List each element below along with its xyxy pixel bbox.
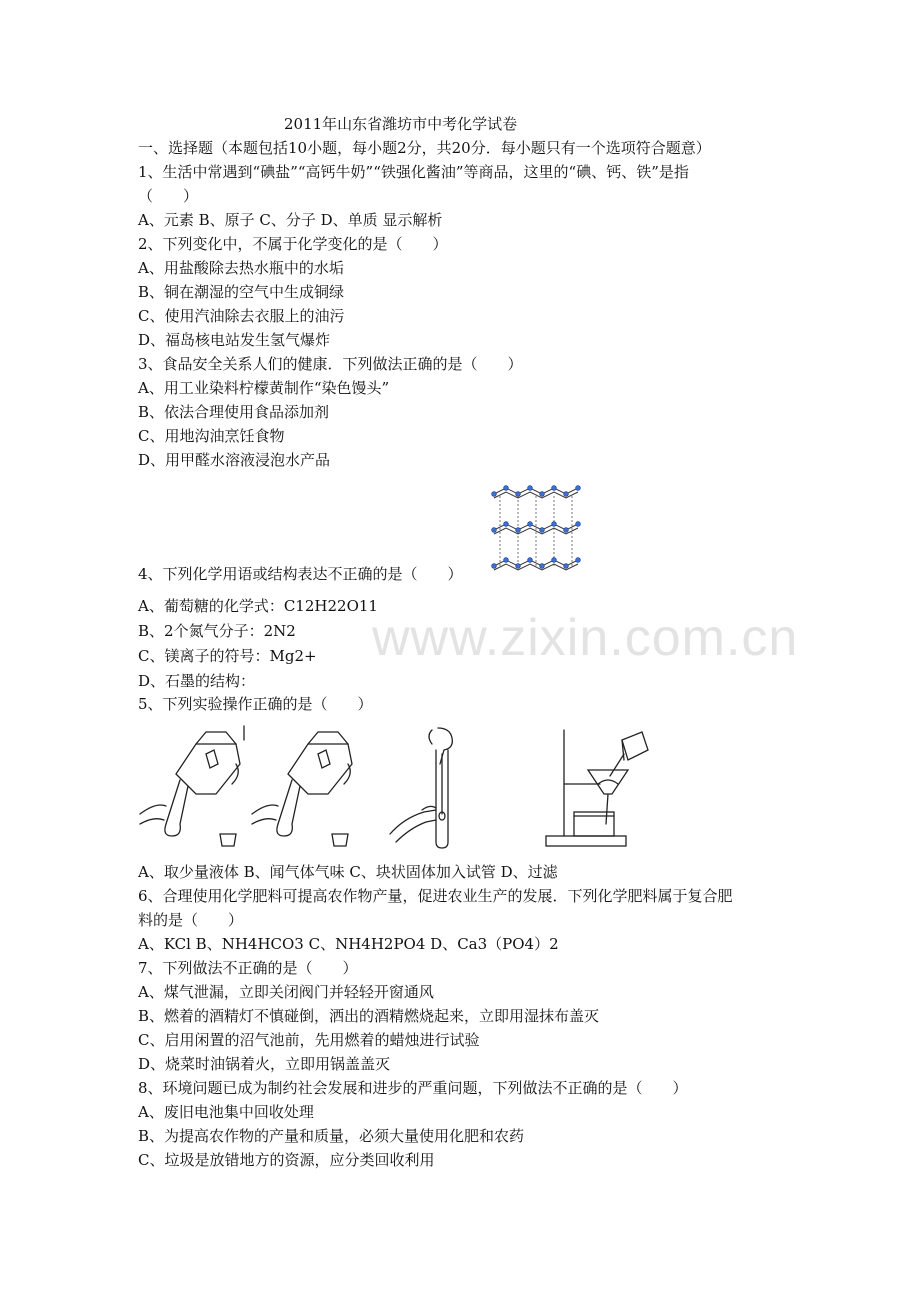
question-1-text: 1、生活中常遇到“碘盐”“高钙牛奶”“铁强化酱油”等商品，这里的“碘、钙、铁”是指 — [138, 163, 689, 181]
page-title: 2011年山东省潍坊市中考化学试卷 — [284, 115, 518, 133]
question-5-options: A、取少量液体 B、闻气体气味 C、块状固体加入试管 D、过滤 — [138, 863, 558, 881]
option-line: B、依法合理使用食品添加剂 — [138, 403, 330, 421]
option-line: B、燃着的酒精灯不慎碰倒，洒出的酒精燃烧起来，立即用湿抹布盖灭 — [138, 1007, 600, 1025]
option-line: C、使用汽油除去衣服上的油污 — [138, 307, 345, 325]
option-line: B、铜在潮湿的空气中生成铜绿 — [138, 283, 345, 301]
option-line: B、为提高农作物的产量和质量，必须大量使用化肥和农药 — [138, 1127, 525, 1145]
question-6-text-cont: 料的是（ ） — [138, 911, 244, 929]
watermark: www.zixin.com.cn — [372, 609, 799, 667]
question-3-text: 3、食品安全关系人们的健康．下列做法正确的是（ ） — [138, 355, 523, 373]
option-line: B、2个氮气分子：2N2 — [138, 622, 296, 640]
option-line: D、用甲醛水溶液浸泡水产品 — [138, 451, 331, 469]
option-line: D、石墨的结构： — [138, 672, 256, 690]
question-6-options: A、KCl B、NH4HCO3 C、NH4H2PO4 D、Ca3（PO4）2 — [138, 935, 559, 953]
option-line: A、煤气泄漏，立即关闭阀门并轻轻开窗通风 — [138, 983, 434, 1001]
question-6-text: 6、合理使用化学肥料可提高农作物产量，促进农业生产的发展．下列化学肥料属于复合肥 — [138, 887, 733, 905]
option-line: D、烧菜时油锅着火，立即用锅盖盖灭 — [138, 1055, 391, 1073]
section-heading: 一、选择题（本题包括10小题，每小题2分，共20分．每小题只有一个选项符合题意） — [138, 139, 711, 157]
filtration-figure — [544, 724, 650, 850]
pour-liquid-figure — [136, 724, 246, 850]
option-line: D、福岛核电站发生氢气爆炸 — [138, 331, 331, 349]
question-1-options: A、元素 B、原子 C、分子 D、单质 显示解析 — [138, 211, 443, 229]
option-line: C、垃圾是放错地方的资源，应分类回收利用 — [138, 1151, 435, 1169]
option-line: A、葡萄糖的化学式：C12H22O11 — [138, 597, 378, 615]
question-5-text: 5、下列实验操作正确的是（ ） — [138, 695, 373, 713]
option-line: A、用工业染料柠檬黄制作“染色馒头” — [138, 379, 390, 397]
question-1-blank: （ ） — [138, 187, 199, 205]
option-line: C、启用闲置的沼气池前，先用燃着的蜡烛进行试验 — [138, 1031, 480, 1049]
question-4-text: 4、下列化学用语或结构表达不正确的是（ ） — [138, 565, 463, 583]
option-line: C、用地沟油烹饪食物 — [138, 427, 285, 445]
graphite-structure-figure — [488, 484, 584, 578]
question-7-text: 7、下列做法不正确的是（ ） — [138, 959, 358, 977]
question-8-text: 8、环境问题已成为制约社会发展和进步的严重问题，下列做法不正确的是（ ） — [138, 1079, 688, 1097]
smell-gas-figure — [248, 724, 358, 850]
option-line: A、用盐酸除去热水瓶中的水垢 — [138, 259, 344, 277]
option-line: C、镁离子的符号：Mg2+ — [138, 647, 317, 665]
solid-into-tube-figure — [386, 724, 476, 850]
option-line: A、废旧电池集中回收处理 — [138, 1103, 314, 1121]
question-2-text: 2、下列变化中，不属于化学变化的是（ ） — [138, 235, 448, 253]
